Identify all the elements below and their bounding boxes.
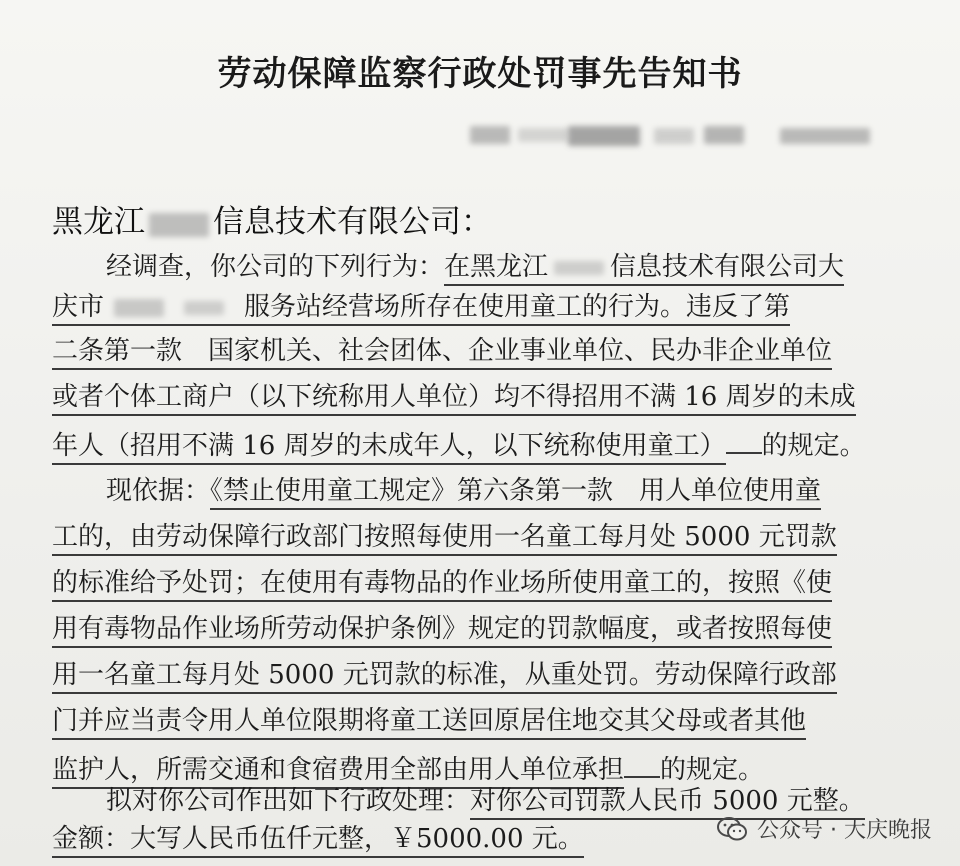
paragraph-3-line-2: 金额：大写人民币伍仟元整，￥5000.00 元。 bbox=[52, 822, 584, 856]
redacted-location bbox=[104, 297, 244, 319]
paragraph-1-line-1: 经调查，你公司的下列行为：在黑龙江 信息技术有限公司大 bbox=[52, 250, 844, 284]
watermark-text: 公众号 · 大庆晚报 bbox=[757, 818, 932, 843]
addressee-line bbox=[52, 196, 492, 241]
paragraph-2-line-3: 的标准给予处罚；在使用有毒物品的作业场所使用童工的，按照《使 bbox=[52, 566, 832, 600]
source-watermark bbox=[717, 813, 932, 844]
document-title: 劳动保障监察行政处罚事先告知书 bbox=[217, 54, 743, 94]
paragraph-2-line-4: 用有毒物品作业场所劳动保护条例》规定的罚款幅度，或者按照每使 bbox=[52, 612, 832, 646]
paragraph-1-line-2: 庆市 服务站经营场所存在使用童工的行为。违反了第 bbox=[52, 290, 790, 324]
paragraph-2-line-5: 用一名童工每月处 5000 元罚款的标准，从重处罚。劳动保障行政部 bbox=[52, 658, 837, 692]
redacted-city-name bbox=[548, 257, 610, 279]
wechat-icon bbox=[717, 816, 747, 842]
paragraph-2-line-2: 工的，由劳动保障行政部门按照每使用一名童工每月处 5000 元罚款 bbox=[52, 520, 837, 554]
redacted-company-name bbox=[145, 209, 213, 239]
paragraph-3-line-1: 拟对你公司作出如下行政处理：对你公司罚款人民币 5000 元整。 bbox=[52, 784, 865, 818]
addressee-prefix: 黑龙江 bbox=[52, 204, 145, 240]
paragraph-1-line-4: 或者个体工商户（以下统称用人单位）均不得招用不满 16 周岁的未成 bbox=[52, 380, 856, 414]
addressee-suffix: 信息技术有限公司： bbox=[213, 204, 492, 240]
paragraph-2-line-6: 门并应当责令用人单位限期将童工送回原居住地交其父母或者其他 bbox=[52, 704, 806, 738]
paragraph-2-line-7: 监护人，所需交通和食宿费用全部由用人单位承担 的规定。 bbox=[52, 750, 764, 787]
paragraph-1-line-3: 二条第一款 国家机关、社会团体、企业事业单位、民办非企业单位 bbox=[52, 334, 832, 368]
redacted-document-number bbox=[470, 120, 880, 150]
paragraph-2-line-1: 现依据：《禁止使用童工规定》第六条第一款 用人单位使用童 bbox=[52, 474, 821, 508]
paragraph-1-line-5: 年人（招用不满 16 周岁的未成年人，以下统称使用童工） 的规定。 bbox=[52, 426, 866, 463]
